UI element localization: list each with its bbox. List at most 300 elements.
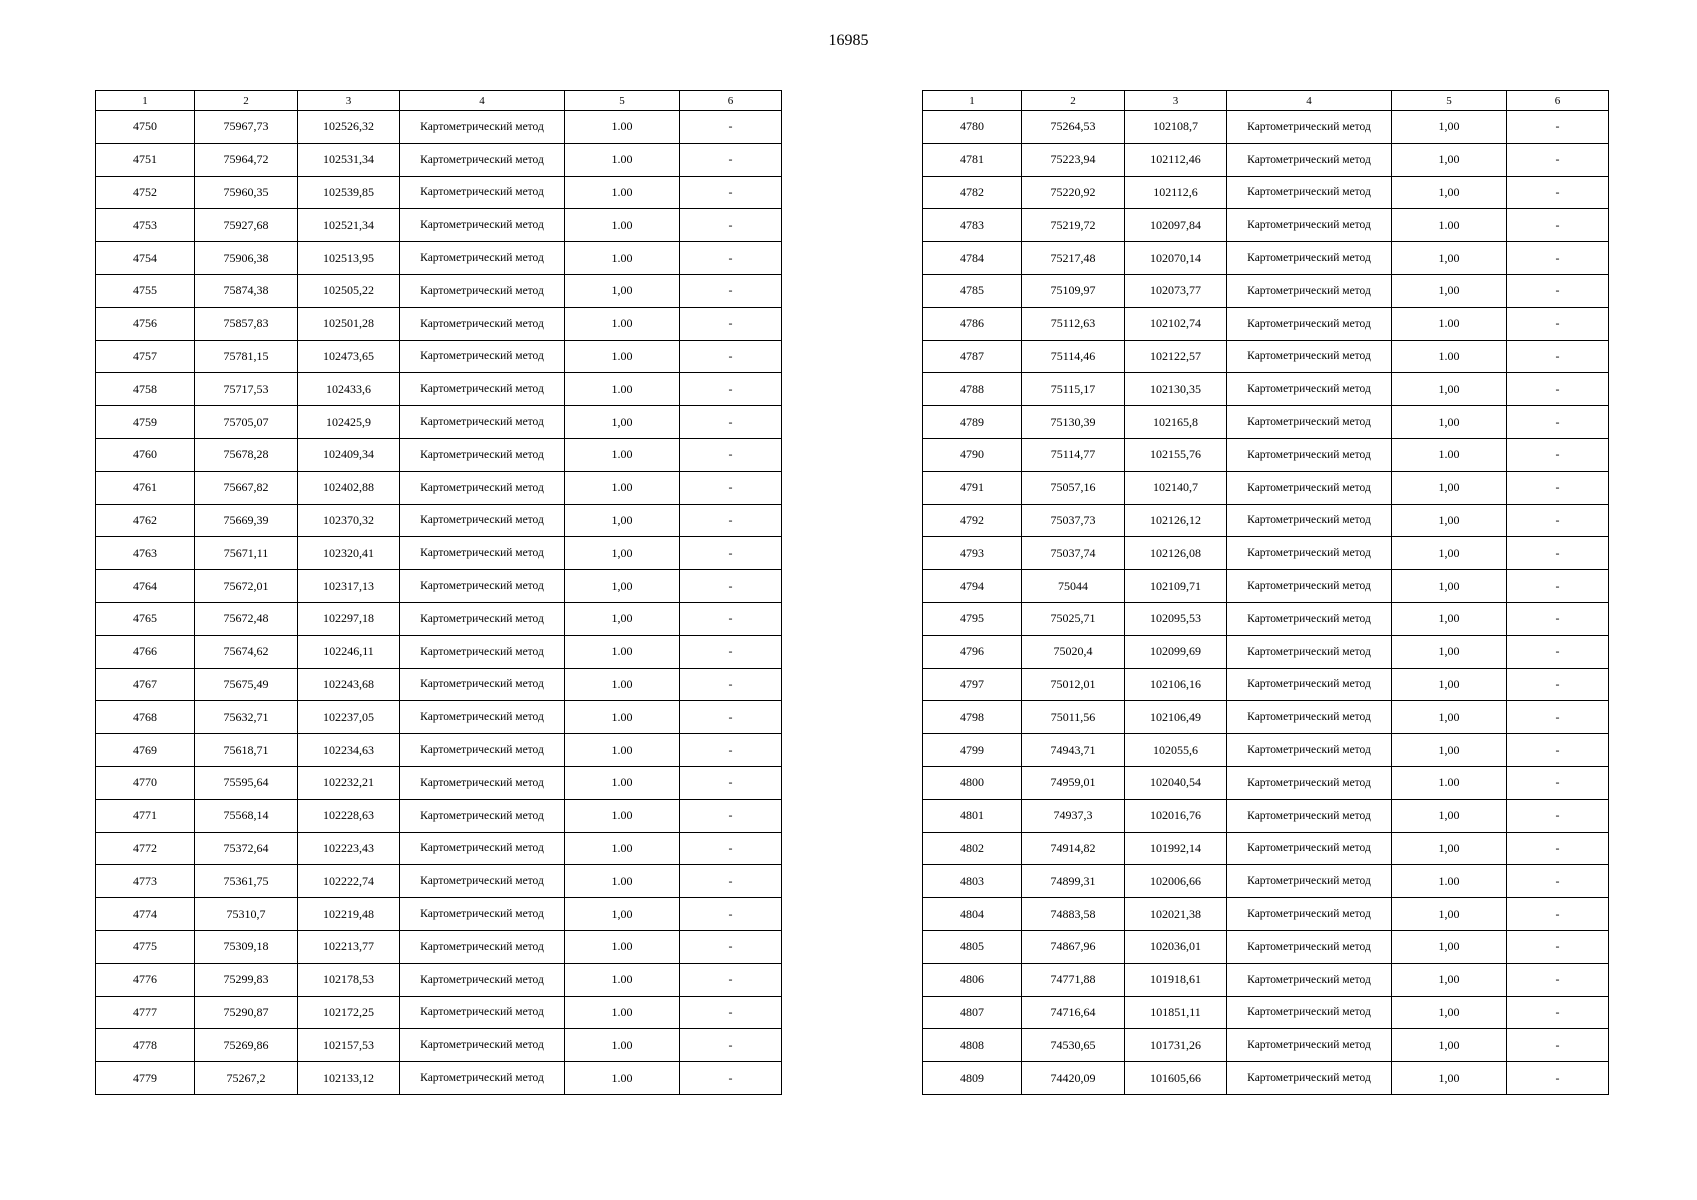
- point-number-cell: 4795: [923, 602, 1022, 635]
- method-cell: Картометрический метод: [1227, 766, 1392, 799]
- point-number-cell: 4752: [96, 176, 195, 209]
- y-coordinate-cell: 101992,14: [1125, 832, 1227, 865]
- description-cell: -: [1507, 996, 1609, 1029]
- description-cell: -: [1507, 438, 1609, 471]
- x-coordinate-cell: 75115,17: [1022, 373, 1125, 406]
- accuracy-cell: 1,00: [1392, 111, 1507, 144]
- table-row: [96, 406, 782, 439]
- method-cell: Картометрический метод: [1227, 898, 1392, 931]
- point-number-cell: 4764: [96, 570, 195, 603]
- description-cell: -: [1507, 1029, 1609, 1062]
- point-number-cell: 4803: [923, 865, 1022, 898]
- accuracy-cell: 1,00: [1392, 242, 1507, 275]
- method-cell: Картометрический метод: [1227, 242, 1392, 275]
- x-coordinate-cell: 75012,01: [1022, 668, 1125, 701]
- point-number-cell: 4804: [923, 898, 1022, 931]
- accuracy-cell: 1.00: [565, 111, 680, 144]
- table-row: [923, 307, 1609, 340]
- accuracy-cell: 1,00: [1392, 471, 1507, 504]
- x-coordinate-cell: 75672,48: [195, 602, 298, 635]
- y-coordinate-cell: 101731,26: [1125, 1029, 1227, 1062]
- point-number-cell: 4773: [96, 865, 195, 898]
- method-cell: Картометрический метод: [400, 242, 565, 275]
- point-number-cell: 4800: [923, 766, 1022, 799]
- method-cell: Картометрический метод: [400, 373, 565, 406]
- y-coordinate-cell: 102473,65: [298, 340, 400, 373]
- y-coordinate-cell: 102155,76: [1125, 438, 1227, 471]
- table-row: [96, 340, 782, 373]
- description-cell: -: [680, 143, 782, 176]
- point-number-cell: 4750: [96, 111, 195, 144]
- point-number-cell: 4776: [96, 963, 195, 996]
- column-header: 2: [1022, 91, 1125, 111]
- y-coordinate-cell: 102040,54: [1125, 766, 1227, 799]
- x-coordinate-cell: 75264,53: [1022, 111, 1125, 144]
- point-number-cell: 4802: [923, 832, 1022, 865]
- y-coordinate-cell: 102108,7: [1125, 111, 1227, 144]
- method-cell: Картометрический метод: [400, 701, 565, 734]
- x-coordinate-cell: 74867,96: [1022, 930, 1125, 963]
- point-number-cell: 4783: [923, 209, 1022, 242]
- table-row: [923, 274, 1609, 307]
- description-cell: -: [1507, 668, 1609, 701]
- accuracy-cell: 1.00: [565, 242, 680, 275]
- accuracy-cell: 1.00: [565, 963, 680, 996]
- y-coordinate-cell: 102234,63: [298, 734, 400, 767]
- point-number-cell: 4775: [96, 930, 195, 963]
- description-cell: -: [1507, 504, 1609, 537]
- accuracy-cell: 1,00: [1392, 176, 1507, 209]
- accuracy-cell: 1,00: [565, 274, 680, 307]
- y-coordinate-cell: 102409,34: [298, 438, 400, 471]
- point-number-cell: 4753: [96, 209, 195, 242]
- description-cell: -: [680, 734, 782, 767]
- description-cell: -: [680, 865, 782, 898]
- table-row: [96, 930, 782, 963]
- y-coordinate-cell: 102126,08: [1125, 537, 1227, 570]
- description-cell: -: [680, 1062, 782, 1095]
- accuracy-cell: 1.00: [565, 832, 680, 865]
- point-number-cell: 4797: [923, 668, 1022, 701]
- table-row: [96, 635, 782, 668]
- point-number-cell: 4782: [923, 176, 1022, 209]
- method-cell: Картометрический метод: [1227, 865, 1392, 898]
- method-cell: Картометрический метод: [400, 274, 565, 307]
- point-number-cell: 4772: [96, 832, 195, 865]
- description-cell: -: [680, 963, 782, 996]
- point-number-cell: 4801: [923, 799, 1022, 832]
- y-coordinate-cell: 102172,25: [298, 996, 400, 1029]
- y-coordinate-cell: 102133,12: [298, 1062, 400, 1095]
- method-cell: Картометрический метод: [400, 537, 565, 570]
- table-row: [96, 307, 782, 340]
- point-number-cell: 4789: [923, 406, 1022, 439]
- accuracy-cell: 1.00: [565, 930, 680, 963]
- method-cell: Картометрический метод: [1227, 438, 1392, 471]
- y-coordinate-cell: 102425,9: [298, 406, 400, 439]
- description-cell: -: [1507, 832, 1609, 865]
- y-coordinate-cell: 101918,61: [1125, 963, 1227, 996]
- method-cell: Картометрический метод: [1227, 930, 1392, 963]
- accuracy-cell: 1,00: [1392, 373, 1507, 406]
- method-cell: Картометрический метод: [400, 963, 565, 996]
- y-coordinate-cell: 102213,77: [298, 930, 400, 963]
- point-number-cell: 4762: [96, 504, 195, 537]
- table-row: [923, 340, 1609, 373]
- description-cell: -: [680, 832, 782, 865]
- method-cell: Картометрический метод: [400, 111, 565, 144]
- x-coordinate-cell: 75130,39: [1022, 406, 1125, 439]
- y-coordinate-cell: 102140,7: [1125, 471, 1227, 504]
- method-cell: Картометрический метод: [400, 176, 565, 209]
- x-coordinate-cell: 75674,62: [195, 635, 298, 668]
- accuracy-cell: 1,00: [565, 406, 680, 439]
- y-coordinate-cell: 102106,16: [1125, 668, 1227, 701]
- description-cell: -: [680, 438, 782, 471]
- column-header: 3: [1125, 91, 1227, 111]
- method-cell: Картометрический метод: [400, 832, 565, 865]
- y-coordinate-cell: 102178,53: [298, 963, 400, 996]
- column-header: 2: [195, 91, 298, 111]
- description-cell: -: [1507, 373, 1609, 406]
- y-coordinate-cell: 102016,76: [1125, 799, 1227, 832]
- x-coordinate-cell: 75669,39: [195, 504, 298, 537]
- accuracy-cell: 1.00: [565, 143, 680, 176]
- y-coordinate-cell: 102130,35: [1125, 373, 1227, 406]
- y-coordinate-cell: 102021,38: [1125, 898, 1227, 931]
- y-coordinate-cell: 102237,05: [298, 701, 400, 734]
- point-number-cell: 4768: [96, 701, 195, 734]
- x-coordinate-cell: 75220,92: [1022, 176, 1125, 209]
- table-row: [923, 373, 1609, 406]
- accuracy-cell: 1.00: [565, 1029, 680, 1062]
- table-row: [96, 1029, 782, 1062]
- table-row: [923, 504, 1609, 537]
- point-number-cell: 4754: [96, 242, 195, 275]
- x-coordinate-cell: 75874,38: [195, 274, 298, 307]
- y-coordinate-cell: 102070,14: [1125, 242, 1227, 275]
- method-cell: Картометрический метод: [1227, 274, 1392, 307]
- x-coordinate-cell: 75269,86: [195, 1029, 298, 1062]
- point-number-cell: 4758: [96, 373, 195, 406]
- y-coordinate-cell: 102112,6: [1125, 176, 1227, 209]
- x-coordinate-cell: 75372,64: [195, 832, 298, 865]
- method-cell: Картометрический метод: [1227, 176, 1392, 209]
- description-cell: -: [1507, 635, 1609, 668]
- x-coordinate-cell: 75678,28: [195, 438, 298, 471]
- x-coordinate-cell: 75020,4: [1022, 635, 1125, 668]
- point-number-cell: 4771: [96, 799, 195, 832]
- accuracy-cell: 1.00: [1392, 340, 1507, 373]
- x-coordinate-cell: 75057,16: [1022, 471, 1125, 504]
- method-cell: Картометрический метод: [1227, 1029, 1392, 1062]
- accuracy-cell: 1,00: [1392, 668, 1507, 701]
- description-cell: -: [680, 996, 782, 1029]
- accuracy-cell: 1,00: [1392, 602, 1507, 635]
- description-cell: -: [680, 274, 782, 307]
- table-row: [923, 471, 1609, 504]
- method-cell: Картометрический метод: [1227, 143, 1392, 176]
- accuracy-cell: 1.00: [565, 373, 680, 406]
- accuracy-cell: 1.00: [1392, 865, 1507, 898]
- x-coordinate-cell: 75705,07: [195, 406, 298, 439]
- table-row: [923, 930, 1609, 963]
- description-cell: -: [1507, 701, 1609, 734]
- method-cell: Картометрический метод: [400, 570, 565, 603]
- description-cell: -: [1507, 242, 1609, 275]
- method-cell: Картометрический метод: [1227, 471, 1392, 504]
- method-cell: Картометрический метод: [1227, 635, 1392, 668]
- column-header: 6: [680, 91, 782, 111]
- point-number-cell: 4770: [96, 766, 195, 799]
- accuracy-cell: 1.00: [565, 176, 680, 209]
- table-row: [923, 963, 1609, 996]
- method-cell: Картометрический метод: [1227, 209, 1392, 242]
- table-row: [96, 865, 782, 898]
- accuracy-cell: 1,00: [1392, 898, 1507, 931]
- point-number-cell: 4763: [96, 537, 195, 570]
- point-number-cell: 4777: [96, 996, 195, 1029]
- table-row: [96, 701, 782, 734]
- accuracy-cell: 1.00: [565, 766, 680, 799]
- point-number-cell: 4760: [96, 438, 195, 471]
- x-coordinate-cell: 75667,82: [195, 471, 298, 504]
- table-body: [96, 111, 782, 1095]
- accuracy-cell: 1,00: [1392, 635, 1507, 668]
- method-cell: Картометрический метод: [1227, 340, 1392, 373]
- point-number-cell: 4761: [96, 471, 195, 504]
- method-cell: Картометрический метод: [400, 504, 565, 537]
- x-coordinate-cell: 74899,31: [1022, 865, 1125, 898]
- y-coordinate-cell: 102505,22: [298, 274, 400, 307]
- method-cell: Картометрический метод: [400, 898, 565, 931]
- table-row: [96, 471, 782, 504]
- accuracy-cell: 1,00: [1392, 406, 1507, 439]
- table-row: [923, 242, 1609, 275]
- description-cell: -: [680, 242, 782, 275]
- y-coordinate-cell: 102521,34: [298, 209, 400, 242]
- y-coordinate-cell: 101851,11: [1125, 996, 1227, 1029]
- x-coordinate-cell: 74530,65: [1022, 1029, 1125, 1062]
- table-row: [923, 996, 1609, 1029]
- method-cell: Картометрический метод: [400, 209, 565, 242]
- method-cell: Картометрический метод: [400, 865, 565, 898]
- accuracy-cell: 1.00: [565, 209, 680, 242]
- description-cell: -: [680, 307, 782, 340]
- table-row: [96, 963, 782, 996]
- method-cell: Картометрический метод: [400, 340, 565, 373]
- description-cell: -: [680, 701, 782, 734]
- table-row: [96, 504, 782, 537]
- point-number-cell: 4791: [923, 471, 1022, 504]
- y-coordinate-cell: 102157,53: [298, 1029, 400, 1062]
- x-coordinate-cell: 74914,82: [1022, 832, 1125, 865]
- table-row: [96, 143, 782, 176]
- table-row: [96, 996, 782, 1029]
- description-cell: -: [1507, 734, 1609, 767]
- accuracy-cell: 1.00: [565, 471, 680, 504]
- point-number-cell: 4769: [96, 734, 195, 767]
- column-header: 4: [400, 91, 565, 111]
- table-row: [923, 209, 1609, 242]
- table-row: [923, 701, 1609, 734]
- description-cell: -: [680, 635, 782, 668]
- description-cell: -: [1507, 274, 1609, 307]
- coordinates-table-right: [922, 90, 1609, 1095]
- x-coordinate-cell: 74716,64: [1022, 996, 1125, 1029]
- method-cell: Картометрический метод: [1227, 668, 1392, 701]
- description-cell: -: [680, 504, 782, 537]
- point-number-cell: 4766: [96, 635, 195, 668]
- y-coordinate-cell: 102099,69: [1125, 635, 1227, 668]
- description-cell: -: [680, 668, 782, 701]
- method-cell: Картометрический метод: [400, 307, 565, 340]
- table-row: [923, 766, 1609, 799]
- description-cell: -: [680, 602, 782, 635]
- y-coordinate-cell: 102370,32: [298, 504, 400, 537]
- x-coordinate-cell: 75967,73: [195, 111, 298, 144]
- accuracy-cell: 1,00: [1392, 570, 1507, 603]
- method-cell: Картометрический метод: [400, 668, 565, 701]
- table-row: [96, 111, 782, 144]
- y-coordinate-cell: 102246,11: [298, 635, 400, 668]
- x-coordinate-cell: 75671,11: [195, 537, 298, 570]
- y-coordinate-cell: 102232,21: [298, 766, 400, 799]
- table-row: [96, 373, 782, 406]
- x-coordinate-cell: 74883,58: [1022, 898, 1125, 931]
- accuracy-cell: 1.00: [565, 734, 680, 767]
- description-cell: -: [1507, 930, 1609, 963]
- y-coordinate-cell: 102539,85: [298, 176, 400, 209]
- x-coordinate-cell: 75114,77: [1022, 438, 1125, 471]
- description-cell: -: [680, 898, 782, 931]
- table-row: [923, 734, 1609, 767]
- method-cell: Картометрический метод: [400, 602, 565, 635]
- method-cell: Картометрический метод: [400, 635, 565, 668]
- x-coordinate-cell: 75217,48: [1022, 242, 1125, 275]
- accuracy-cell: 1,00: [565, 504, 680, 537]
- description-cell: -: [1507, 471, 1609, 504]
- accuracy-cell: 1.00: [1392, 209, 1507, 242]
- x-coordinate-cell: 75675,49: [195, 668, 298, 701]
- accuracy-cell: 1,00: [1392, 504, 1507, 537]
- description-cell: -: [1507, 766, 1609, 799]
- x-coordinate-cell: 75672,01: [195, 570, 298, 603]
- method-cell: Картометрический метод: [400, 471, 565, 504]
- table-row: [96, 602, 782, 635]
- x-coordinate-cell: 74937,3: [1022, 799, 1125, 832]
- x-coordinate-cell: 75595,64: [195, 766, 298, 799]
- y-coordinate-cell: 102006,66: [1125, 865, 1227, 898]
- point-number-cell: 4751: [96, 143, 195, 176]
- method-cell: Картометрический метод: [1227, 570, 1392, 603]
- accuracy-cell: 1,00: [1392, 996, 1507, 1029]
- description-cell: -: [680, 471, 782, 504]
- description-cell: -: [1507, 537, 1609, 570]
- table-row: [96, 274, 782, 307]
- accuracy-cell: 1,00: [1392, 537, 1507, 570]
- table-row: [96, 176, 782, 209]
- accuracy-cell: 1,00: [565, 537, 680, 570]
- description-cell: -: [680, 799, 782, 832]
- point-number-cell: 4779: [96, 1062, 195, 1095]
- method-cell: Картометрический метод: [400, 406, 565, 439]
- y-coordinate-cell: 102165,8: [1125, 406, 1227, 439]
- point-number-cell: 4786: [923, 307, 1022, 340]
- y-coordinate-cell: 102097,84: [1125, 209, 1227, 242]
- accuracy-cell: 1.00: [565, 701, 680, 734]
- y-coordinate-cell: 102243,68: [298, 668, 400, 701]
- table-row: [923, 176, 1609, 209]
- accuracy-cell: 1.00: [565, 668, 680, 701]
- point-number-cell: 4796: [923, 635, 1022, 668]
- y-coordinate-cell: 102320,41: [298, 537, 400, 570]
- x-coordinate-cell: 74420,09: [1022, 1062, 1125, 1095]
- description-cell: -: [1507, 176, 1609, 209]
- y-coordinate-cell: 102317,13: [298, 570, 400, 603]
- table-row: [96, 799, 782, 832]
- x-coordinate-cell: 75037,74: [1022, 537, 1125, 570]
- point-number-cell: 4755: [96, 274, 195, 307]
- description-cell: -: [680, 209, 782, 242]
- method-cell: Картометрический метод: [400, 799, 565, 832]
- x-coordinate-cell: 75717,53: [195, 373, 298, 406]
- point-number-cell: 4793: [923, 537, 1022, 570]
- accuracy-cell: 1,00: [1392, 274, 1507, 307]
- y-coordinate-cell: 102297,18: [298, 602, 400, 635]
- x-coordinate-cell: 75781,15: [195, 340, 298, 373]
- point-number-cell: 4790: [923, 438, 1022, 471]
- point-number-cell: 4774: [96, 898, 195, 931]
- method-cell: Картометрический метод: [400, 143, 565, 176]
- table-row: [96, 537, 782, 570]
- table-row: [923, 438, 1609, 471]
- x-coordinate-cell: 75037,73: [1022, 504, 1125, 537]
- table-row: [96, 832, 782, 865]
- table-row: [923, 570, 1609, 603]
- x-coordinate-cell: 75011,56: [1022, 701, 1125, 734]
- table-row: [923, 537, 1609, 570]
- description-cell: -: [1507, 1062, 1609, 1095]
- x-coordinate-cell: 75618,71: [195, 734, 298, 767]
- x-coordinate-cell: 75025,71: [1022, 602, 1125, 635]
- method-cell: Картометрический метод: [1227, 602, 1392, 635]
- accuracy-cell: 1.00: [1392, 438, 1507, 471]
- method-cell: Картометрический метод: [400, 438, 565, 471]
- table-row: [96, 1062, 782, 1095]
- x-coordinate-cell: 75310,7: [195, 898, 298, 931]
- method-cell: Картометрический метод: [400, 766, 565, 799]
- accuracy-cell: 1.00: [565, 996, 680, 1029]
- accuracy-cell: 1,00: [1392, 143, 1507, 176]
- y-coordinate-cell: 102102,74: [1125, 307, 1227, 340]
- point-number-cell: 4787: [923, 340, 1022, 373]
- accuracy-cell: 1.00: [565, 307, 680, 340]
- point-number-cell: 4759: [96, 406, 195, 439]
- table-header-row: [96, 91, 782, 111]
- x-coordinate-cell: 75219,72: [1022, 209, 1125, 242]
- accuracy-cell: 1,00: [565, 570, 680, 603]
- description-cell: -: [680, 176, 782, 209]
- y-coordinate-cell: 102513,95: [298, 242, 400, 275]
- accuracy-cell: 1,00: [565, 898, 680, 931]
- x-coordinate-cell: 75568,14: [195, 799, 298, 832]
- accuracy-cell: 1.00: [565, 799, 680, 832]
- table-row: [96, 209, 782, 242]
- method-cell: Картометрический метод: [1227, 504, 1392, 537]
- description-cell: -: [1507, 307, 1609, 340]
- point-number-cell: 4794: [923, 570, 1022, 603]
